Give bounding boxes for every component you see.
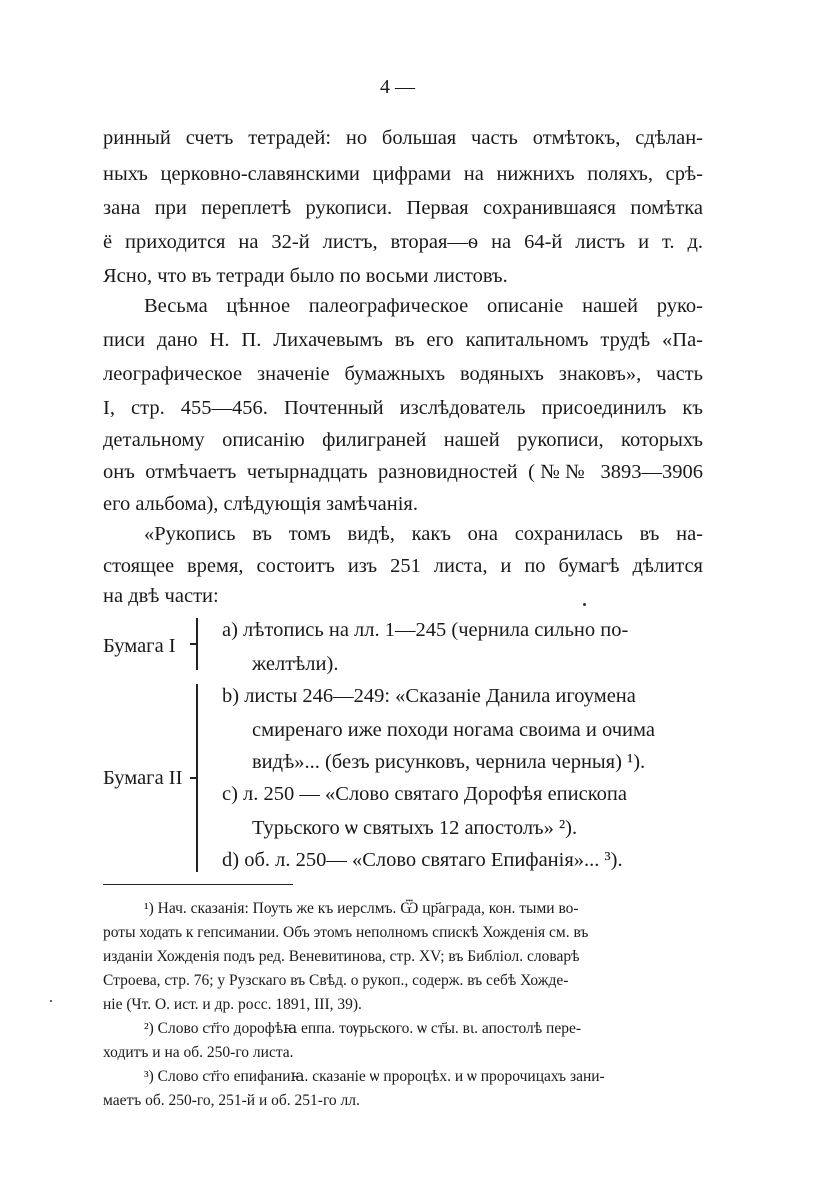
body-line: Весьма цѣнное палеографическое описаніе нашей руко- — [144, 295, 703, 317]
body-line: онъ отмѣчаетъ четырнадцать разновидностей (№№ 3893—3906 — [103, 461, 703, 483]
paper2-item: b) листы 246—249: «Сказаніе Данила игоумена — [222, 685, 636, 707]
body-line: Ясно, что въ тетради было по восьми листовъ. — [103, 265, 508, 287]
body-line: писи дано Н. П. Лихачевымъ въ его капитальномъ трудѣ «Па- — [103, 329, 703, 351]
body-line: ринный счетъ тетрадей: но большая часть отмѣтокъ, сдѣлан- — [103, 127, 703, 149]
body-line: зана при переплетѣ рукописи. Первая сохранившаяся помѣтка — [103, 197, 703, 219]
body-line: ныхъ церковно-славянскими цифрами на нижнихъ поляхъ, срѣ- — [103, 163, 703, 185]
body-line: ё приходится на 32-й листъ, вторая—ѳ на 64-й листъ и т. д. — [103, 231, 703, 253]
footnote-line: ¹) Нач. сказанія: Поуть же къ иерслмъ. Ѿ цр҃аграда, кон. тыми во- — [144, 900, 579, 917]
paper1-label: Бумага I — [103, 635, 176, 657]
paper2-item: d) об. л. 250— «Слово святаго Епифанія»... ³). — [222, 849, 623, 871]
ink-speck — [583, 603, 586, 606]
footnote-line: изданіи Хожденія подъ ред. Веневитинова, стр. XV; въ Библіол. словарѣ — [103, 948, 580, 965]
footnote-line: ніе (Чт. О. ист. и др. росс. 1891, III, 39). — [103, 996, 362, 1013]
footnote-line: Строева, стр. 76; у Рузскаго въ Свѣд. о рукоп., содерж. въ себѣ Хожде- — [103, 972, 569, 989]
body-line: его альбома), слѣдующія замѣчанія. — [103, 493, 418, 515]
body-line: «Рукопись въ томъ видѣ, какъ она сохранилась въ на- — [144, 523, 703, 545]
paper1-item: желтѣли). — [252, 653, 339, 675]
footnote-separator — [103, 884, 293, 885]
body-line: стоящее время, состоитъ изъ 251 листа, и по бумагѣ дѣлится — [103, 555, 703, 577]
body-line: на двѣ части: — [103, 585, 219, 607]
body-line: I, стр. 455—456. Почтенный изслѣдователь присоединилъ къ — [103, 397, 703, 419]
body-line: леографическое значеніе бумажныхъ водяныхъ знаковъ», часть — [103, 363, 703, 385]
footnote-line: роты ходать к гепсимании. Объ этомъ неполномъ спискѣ Хожденія см. въ — [103, 924, 589, 941]
paper2-item: Турьского ѡ святыхъ 12 апостолъ» ²). — [252, 817, 578, 839]
paper2-label: Бумага II — [103, 767, 183, 789]
ink-speck — [50, 1000, 52, 1002]
paper1-brace-tip — [190, 643, 198, 645]
paper2-item: видѣ»... (безъ рисунковъ, чернила черныя) ¹). — [252, 751, 646, 773]
page-number: 4 — — [380, 76, 415, 98]
paper2-item: смиренаго иже походи ногама своима и очима — [252, 719, 655, 741]
paper2-item: c) л. 250 — «Слово святаго Дорофѣя епископа — [222, 783, 627, 805]
paper1-item: a) лѣтопись на лл. 1—245 (чернила сильно по- — [222, 619, 629, 641]
footnote-line: ²) Слово ст҃го дорофѣꙗ еппа. тѹрьского. ѡ ст҃ы. вι. апостолѣ пере- — [144, 1020, 582, 1037]
paper2-brace-tip — [190, 777, 198, 779]
footnote-line: ходитъ и на об. 250-го листа. — [103, 1044, 294, 1061]
body-line: детальному описанію филиграней нашей рукописи, которыхъ — [103, 429, 703, 451]
footnote-line: маетъ об. 250-го, 251-й и об. 251-го лл. — [103, 1092, 360, 1109]
footnote-line: ³) Слово ст҃го епифаниꙗ. сказаніе ѡ пророцѣх. и ѡ пророчицахъ зани- — [144, 1068, 605, 1085]
